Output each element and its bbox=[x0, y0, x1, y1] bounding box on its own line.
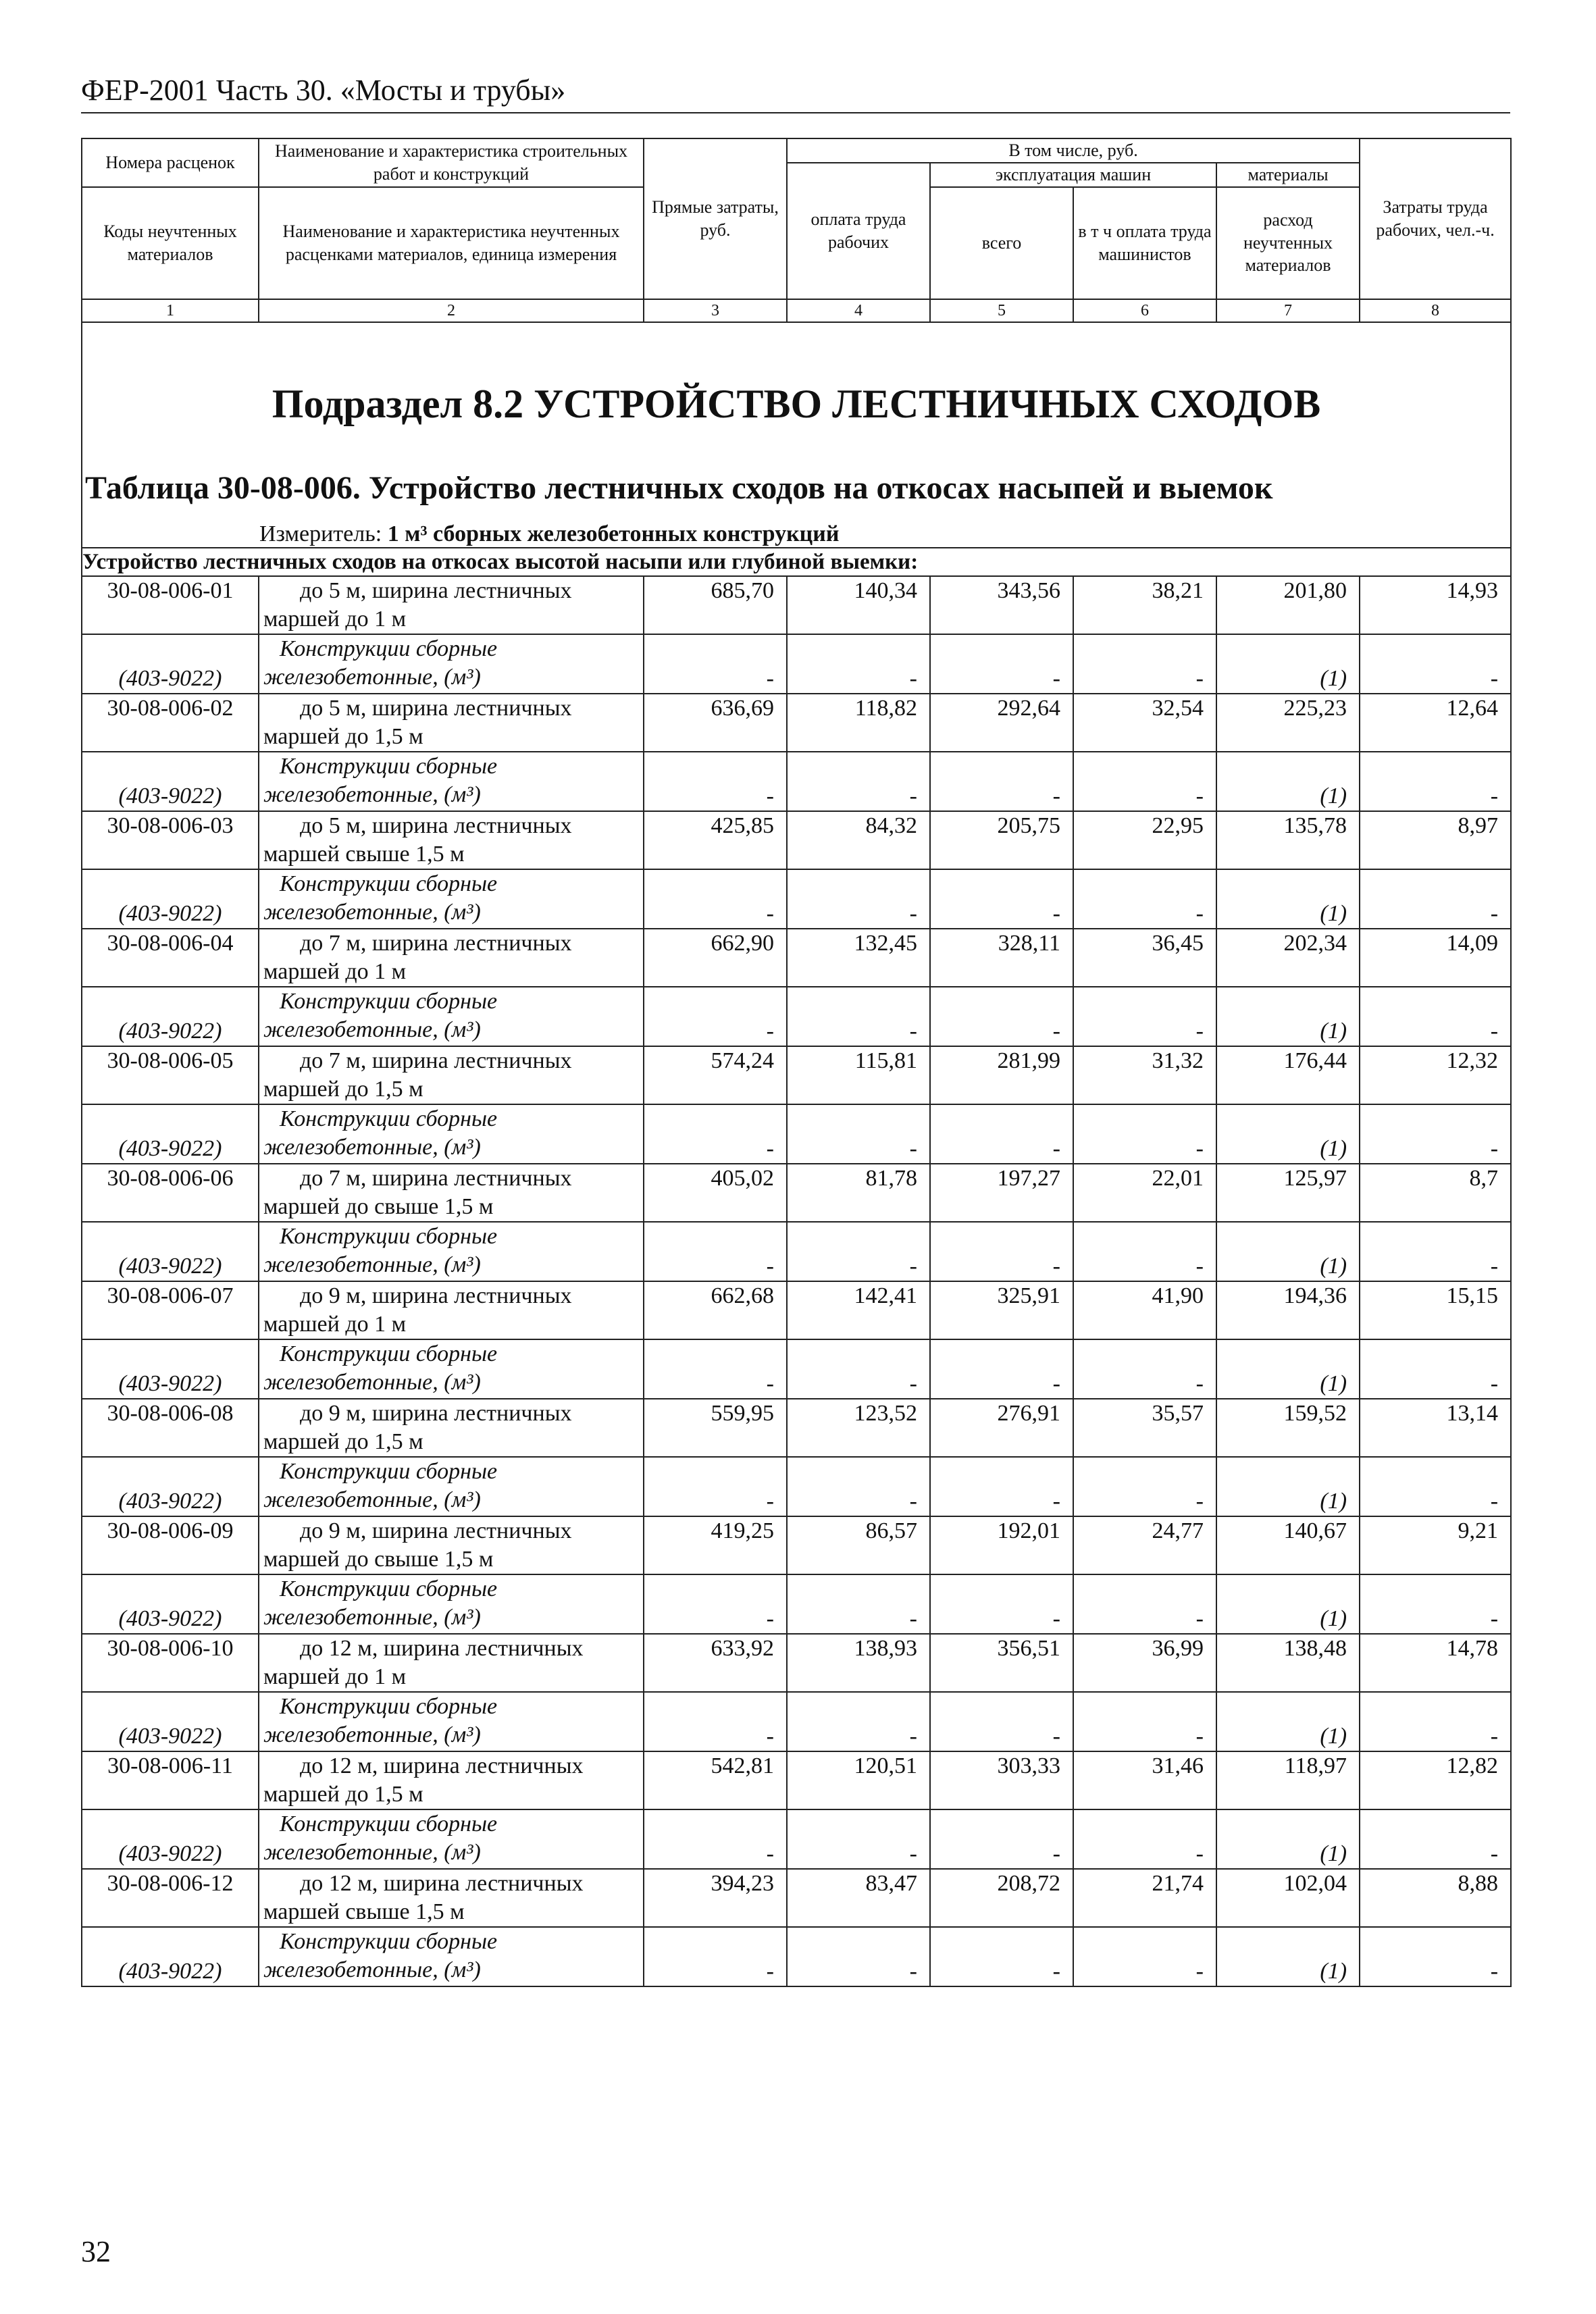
material-row bbox=[82, 987, 1511, 1046]
header-material-codes: Коды неучтенных материалов bbox=[82, 187, 259, 299]
header-work-name: Наименование и характеристика строительных работ и конструкций bbox=[259, 138, 644, 187]
rate-code: 30-08-006-06 bbox=[82, 1164, 259, 1222]
column-number: 8 bbox=[1360, 299, 1511, 322]
rate-code: 30-08-006-01 bbox=[82, 576, 259, 634]
material-description-line: железобетонные, (м³) bbox=[263, 1722, 481, 1747]
direct-costs-value: 662,68 bbox=[644, 1281, 787, 1339]
rate-description bbox=[259, 1634, 644, 1692]
rate-code: 30-08-006-07 bbox=[82, 1281, 259, 1339]
material-row bbox=[82, 1457, 1511, 1516]
material-description-line: Конструкции сборные bbox=[280, 1106, 498, 1131]
materials-value: 125,97 bbox=[1216, 1164, 1360, 1222]
material-machines-total: - bbox=[930, 1104, 1073, 1164]
material-description-line: железобетонные, (м³) bbox=[263, 1134, 481, 1160]
material-code: (403-9022) bbox=[82, 1927, 259, 1986]
material-code: (403-9022) bbox=[82, 1222, 259, 1281]
material-description-line: Конструкции сборные bbox=[280, 1693, 498, 1719]
materials-value: 201,80 bbox=[1216, 576, 1360, 634]
material-row bbox=[82, 1809, 1511, 1869]
materials-value: 202,34 bbox=[1216, 929, 1360, 987]
header-material-name: Наименование и характеристика неучтенных расценками материалов, единица измерения bbox=[259, 187, 644, 299]
rate-row bbox=[82, 1399, 1511, 1457]
worker-pay-value: 84,32 bbox=[787, 811, 930, 869]
worker-pay-value: 132,45 bbox=[787, 929, 930, 987]
material-worker-pay: - bbox=[787, 1574, 930, 1634]
material-machinist-pay: - bbox=[1073, 1927, 1216, 1986]
material-description-line: Конструкции сборные bbox=[280, 1811, 498, 1836]
material-consumption: (1) bbox=[1216, 1339, 1360, 1399]
labor-costs-value: 8,7 bbox=[1360, 1164, 1511, 1222]
measurement-unit-label: Измеритель: bbox=[259, 521, 388, 546]
page-number: 32 bbox=[81, 2235, 111, 2268]
material-description-line: железобетонные, (м³) bbox=[263, 1839, 481, 1865]
worker-pay-value: 118,82 bbox=[787, 694, 930, 752]
material-description bbox=[259, 987, 644, 1046]
rate-row bbox=[82, 1634, 1511, 1692]
labor-costs-value: 12,82 bbox=[1360, 1751, 1511, 1809]
rate-description bbox=[259, 576, 644, 634]
material-machines-total: - bbox=[930, 869, 1073, 929]
rate-code: 30-08-006-10 bbox=[82, 1634, 259, 1692]
material-machinist-pay: - bbox=[1073, 1339, 1216, 1399]
material-direct-costs: - bbox=[644, 1457, 787, 1516]
rate-description-line: маршей свыше 1,5 м bbox=[263, 1899, 465, 1924]
material-machinist-pay: - bbox=[1073, 987, 1216, 1046]
material-description-line: Конструкции сборные bbox=[280, 1458, 498, 1484]
direct-costs-value: 405,02 bbox=[644, 1164, 787, 1222]
material-machines-total: - bbox=[930, 752, 1073, 811]
material-worker-pay: - bbox=[787, 752, 930, 811]
direct-costs-value: 559,95 bbox=[644, 1399, 787, 1457]
machines-total-value: 197,27 bbox=[930, 1164, 1073, 1222]
material-machines-total: - bbox=[930, 1574, 1073, 1634]
rate-row bbox=[82, 1164, 1511, 1222]
material-description-line: железобетонные, (м³) bbox=[263, 781, 481, 807]
material-description-line: Конструкции сборные bbox=[280, 871, 498, 896]
column-number: 2 bbox=[259, 299, 644, 322]
material-consumption: (1) bbox=[1216, 1104, 1360, 1164]
material-description bbox=[259, 1457, 644, 1516]
worker-pay-value: 138,93 bbox=[787, 1634, 930, 1692]
worker-pay-value: 86,57 bbox=[787, 1516, 930, 1574]
labor-costs-value: 8,97 bbox=[1360, 811, 1511, 869]
material-description-line: железобетонные, (м³) bbox=[263, 664, 481, 690]
machinist-pay-value: 21,74 bbox=[1073, 1869, 1216, 1927]
rate-description-line: до 7 м, ширина лестничных bbox=[300, 1165, 572, 1191]
material-worker-pay: - bbox=[787, 1809, 930, 1869]
material-labor-costs: - bbox=[1360, 1574, 1511, 1634]
rate-description-line: до 7 м, ширина лестничных bbox=[300, 930, 572, 956]
direct-costs-value: 394,23 bbox=[644, 1869, 787, 1927]
rate-code: 30-08-006-12 bbox=[82, 1869, 259, 1927]
material-worker-pay: - bbox=[787, 1692, 930, 1751]
material-code: (403-9022) bbox=[82, 1574, 259, 1634]
rate-description-line: до 7 м, ширина лестничных bbox=[300, 1048, 572, 1073]
material-worker-pay: - bbox=[787, 634, 930, 694]
rate-description bbox=[259, 694, 644, 752]
labor-costs-value: 12,32 bbox=[1360, 1046, 1511, 1104]
machinist-pay-value: 22,01 bbox=[1073, 1164, 1216, 1222]
rate-description-line: маршей до 1,5 м bbox=[263, 1076, 423, 1102]
material-description bbox=[259, 1104, 644, 1164]
rate-description-line: до 12 м, ширина лестничных bbox=[300, 1635, 584, 1661]
material-direct-costs: - bbox=[644, 1927, 787, 1986]
machines-total-value: 208,72 bbox=[930, 1869, 1073, 1927]
material-code: (403-9022) bbox=[82, 987, 259, 1046]
materials-value: 176,44 bbox=[1216, 1046, 1360, 1104]
material-machines-total: - bbox=[930, 1457, 1073, 1516]
material-direct-costs: - bbox=[644, 634, 787, 694]
rate-description-line: маршей свыше 1,5 м bbox=[263, 841, 465, 867]
machines-total-value: 343,56 bbox=[930, 576, 1073, 634]
machinist-pay-value: 36,45 bbox=[1073, 929, 1216, 987]
rate-row bbox=[82, 576, 1511, 634]
column-number: 6 bbox=[1073, 299, 1216, 322]
direct-costs-value: 633,92 bbox=[644, 1634, 787, 1692]
material-labor-costs: - bbox=[1360, 1692, 1511, 1751]
rate-description-line: до 9 м, ширина лестничных bbox=[300, 1518, 572, 1543]
material-consumption: (1) bbox=[1216, 1927, 1360, 1986]
material-row bbox=[82, 1574, 1511, 1634]
direct-costs-value: 574,24 bbox=[644, 1046, 787, 1104]
material-description-line: Конструкции сборные bbox=[280, 988, 498, 1014]
rate-code: 30-08-006-05 bbox=[82, 1046, 259, 1104]
rate-row bbox=[82, 1869, 1511, 1927]
material-worker-pay: - bbox=[787, 1457, 930, 1516]
rate-description-line: маршей до 1,5 м bbox=[263, 1781, 423, 1807]
material-description bbox=[259, 1222, 644, 1281]
material-machines-total: - bbox=[930, 1692, 1073, 1751]
rate-description-line: маршей до 1,5 м bbox=[263, 723, 423, 749]
group-title: Устройство лестничных сходов на откосах высотой насыпи или глубиной выемки: bbox=[82, 548, 1511, 576]
material-consumption: (1) bbox=[1216, 1809, 1360, 1869]
material-machines-total: - bbox=[930, 1222, 1073, 1281]
material-labor-costs: - bbox=[1360, 1104, 1511, 1164]
material-direct-costs: - bbox=[644, 752, 787, 811]
material-row bbox=[82, 752, 1511, 811]
material-row bbox=[82, 1692, 1511, 1751]
worker-pay-value: 123,52 bbox=[787, 1399, 930, 1457]
machines-total-value: 325,91 bbox=[930, 1281, 1073, 1339]
direct-costs-value: 636,69 bbox=[644, 694, 787, 752]
machinist-pay-value: 35,57 bbox=[1073, 1399, 1216, 1457]
material-row bbox=[82, 1222, 1511, 1281]
material-machinist-pay: - bbox=[1073, 1457, 1216, 1516]
materials-value: 138,48 bbox=[1216, 1634, 1360, 1692]
rate-code: 30-08-006-09 bbox=[82, 1516, 259, 1574]
column-number: 4 bbox=[787, 299, 930, 322]
material-row bbox=[82, 869, 1511, 929]
machines-total-value: 281,99 bbox=[930, 1046, 1073, 1104]
materials-value: 194,36 bbox=[1216, 1281, 1360, 1339]
rate-description-line: маршей до свыше 1,5 м bbox=[263, 1193, 494, 1219]
worker-pay-value: 115,81 bbox=[787, 1046, 930, 1104]
material-code: (403-9022) bbox=[82, 1692, 259, 1751]
labor-costs-value: 14,93 bbox=[1360, 576, 1511, 634]
material-machines-total: - bbox=[930, 634, 1073, 694]
running-header: ФЕР-2001 Часть 30. «Мосты и трубы» bbox=[81, 74, 566, 107]
material-description-line: Конструкции сборные bbox=[280, 1576, 498, 1601]
material-description bbox=[259, 634, 644, 694]
header-machinist-pay: в т ч оплата труда машинистов bbox=[1073, 187, 1216, 299]
material-worker-pay: - bbox=[787, 1104, 930, 1164]
machinist-pay-value: 22,95 bbox=[1073, 811, 1216, 869]
rate-row bbox=[82, 1046, 1511, 1104]
labor-costs-value: 8,88 bbox=[1360, 1869, 1511, 1927]
material-code: (403-9022) bbox=[82, 1339, 259, 1399]
rate-description bbox=[259, 1046, 644, 1104]
material-description-line: железобетонные, (м³) bbox=[263, 899, 481, 925]
material-direct-costs: - bbox=[644, 1692, 787, 1751]
materials-value: 159,52 bbox=[1216, 1399, 1360, 1457]
section-block bbox=[82, 322, 1511, 548]
material-direct-costs: - bbox=[644, 1809, 787, 1869]
rate-row bbox=[82, 694, 1511, 752]
rate-description bbox=[259, 929, 644, 987]
material-labor-costs: - bbox=[1360, 1222, 1511, 1281]
rate-description-line: маршей до 1 м bbox=[263, 958, 407, 984]
material-direct-costs: - bbox=[644, 987, 787, 1046]
worker-pay-value: 120,51 bbox=[787, 1751, 930, 1809]
labor-costs-value: 13,14 bbox=[1360, 1399, 1511, 1457]
measurement-unit-value: 1 м³ сборных железобетонных конструкций bbox=[387, 521, 840, 546]
machinist-pay-value: 24,77 bbox=[1073, 1516, 1216, 1574]
rate-code: 30-08-006-04 bbox=[82, 929, 259, 987]
material-labor-costs: - bbox=[1360, 1809, 1511, 1869]
machines-total-value: 276,91 bbox=[930, 1399, 1073, 1457]
rate-description-line: до 9 м, ширина лестничных bbox=[300, 1283, 572, 1308]
material-labor-costs: - bbox=[1360, 869, 1511, 929]
direct-costs-value: 542,81 bbox=[644, 1751, 787, 1809]
machines-total-value: 192,01 bbox=[930, 1516, 1073, 1574]
material-consumption: (1) bbox=[1216, 634, 1360, 694]
material-description bbox=[259, 1809, 644, 1869]
material-worker-pay: - bbox=[787, 987, 930, 1046]
material-description-line: железобетонные, (м³) bbox=[263, 1604, 481, 1630]
material-consumption: (1) bbox=[1216, 752, 1360, 811]
material-machinist-pay: - bbox=[1073, 1809, 1216, 1869]
material-row bbox=[82, 634, 1511, 694]
material-machines-total: - bbox=[930, 987, 1073, 1046]
rate-description bbox=[259, 811, 644, 869]
header-rate-numbers: Номера расценок bbox=[82, 138, 259, 187]
material-labor-costs: - bbox=[1360, 987, 1511, 1046]
measurement-unit bbox=[82, 521, 1510, 547]
rate-row bbox=[82, 1281, 1511, 1339]
material-labor-costs: - bbox=[1360, 752, 1511, 811]
material-description-line: железобетонные, (м³) bbox=[263, 1252, 481, 1277]
material-machinist-pay: - bbox=[1073, 634, 1216, 694]
rate-description bbox=[259, 1516, 644, 1574]
direct-costs-value: 419,25 bbox=[644, 1516, 787, 1574]
material-description-line: Конструкции сборные bbox=[280, 636, 498, 661]
material-labor-costs: - bbox=[1360, 1927, 1511, 1986]
rate-code: 30-08-006-02 bbox=[82, 694, 259, 752]
material-description bbox=[259, 1927, 644, 1986]
column-number: 1 bbox=[82, 299, 259, 322]
rate-description-line: до 5 м, ширина лестничных bbox=[300, 695, 572, 721]
materials-value: 102,04 bbox=[1216, 1869, 1360, 1927]
material-description-line: железобетонные, (м³) bbox=[263, 1369, 481, 1395]
rate-row bbox=[82, 1751, 1511, 1809]
material-description bbox=[259, 869, 644, 929]
material-machinist-pay: - bbox=[1073, 1222, 1216, 1281]
rate-description bbox=[259, 1164, 644, 1222]
material-code: (403-9022) bbox=[82, 1104, 259, 1164]
rate-description bbox=[259, 1751, 644, 1809]
norms-table bbox=[81, 138, 1512, 1987]
material-description bbox=[259, 752, 644, 811]
material-direct-costs: - bbox=[644, 1104, 787, 1164]
header-labor-costs: Затраты труда рабочих, чел.-ч. bbox=[1360, 138, 1511, 299]
column-number: 3 bbox=[644, 299, 787, 322]
material-description-line: железобетонные, (м³) bbox=[263, 1017, 481, 1042]
rate-description-line: маршей до 1 м bbox=[263, 1311, 407, 1337]
material-code: (403-9022) bbox=[82, 752, 259, 811]
material-consumption: (1) bbox=[1216, 987, 1360, 1046]
material-description-line: Конструкции сборные bbox=[280, 1928, 498, 1954]
rate-description bbox=[259, 1281, 644, 1339]
direct-costs-value: 662,90 bbox=[644, 929, 787, 987]
material-consumption: (1) bbox=[1216, 1222, 1360, 1281]
rate-description-line: до 9 м, ширина лестничных bbox=[300, 1400, 572, 1426]
material-labor-costs: - bbox=[1360, 1339, 1511, 1399]
machines-total-value: 356,51 bbox=[930, 1634, 1073, 1692]
rate-description-line: до 5 м, ширина лестничных bbox=[300, 577, 572, 603]
table-title: Таблица 30-08-006. Устройство лестничных сходов на откосах насыпей и выемок bbox=[85, 469, 1273, 506]
material-consumption: (1) bbox=[1216, 1574, 1360, 1634]
materials-value: 118,97 bbox=[1216, 1751, 1360, 1809]
material-code: (403-9022) bbox=[82, 634, 259, 694]
material-machinist-pay: - bbox=[1073, 752, 1216, 811]
rate-description-line: маршей до 1,5 м bbox=[263, 1429, 423, 1454]
header-machines-total: всего bbox=[930, 187, 1073, 299]
material-code: (403-9022) bbox=[82, 869, 259, 929]
header-material-consumption: расход неучтенных материалов bbox=[1216, 187, 1360, 299]
material-direct-costs: - bbox=[644, 1339, 787, 1399]
rate-description-line: маршей до 1 м bbox=[263, 606, 407, 632]
rate-row bbox=[82, 929, 1511, 987]
labor-costs-value: 14,78 bbox=[1360, 1634, 1511, 1692]
machinist-pay-value: 31,32 bbox=[1073, 1046, 1216, 1104]
rate-description bbox=[259, 1399, 644, 1457]
material-description-line: железобетонные, (м³) bbox=[263, 1487, 481, 1512]
machines-total-value: 303,33 bbox=[930, 1751, 1073, 1809]
labor-costs-value: 15,15 bbox=[1360, 1281, 1511, 1339]
direct-costs-value: 685,70 bbox=[644, 576, 787, 634]
material-description-line: Конструкции сборные bbox=[280, 1341, 498, 1366]
machinist-pay-value: 31,46 bbox=[1073, 1751, 1216, 1809]
worker-pay-value: 83,47 bbox=[787, 1869, 930, 1927]
header-worker-pay: оплата труда рабочих bbox=[787, 163, 930, 299]
section-title: Подраздел 8.2 УСТРОЙСТВО ЛЕСТНИЧНЫХ СХОДОВ bbox=[272, 381, 1321, 426]
material-direct-costs: - bbox=[644, 1222, 787, 1281]
machinist-pay-value: 41,90 bbox=[1073, 1281, 1216, 1339]
labor-costs-value: 12,64 bbox=[1360, 694, 1511, 752]
materials-value: 140,67 bbox=[1216, 1516, 1360, 1574]
material-code: (403-9022) bbox=[82, 1809, 259, 1869]
material-worker-pay: - bbox=[787, 869, 930, 929]
material-consumption: (1) bbox=[1216, 869, 1360, 929]
material-description bbox=[259, 1339, 644, 1399]
material-direct-costs: - bbox=[644, 869, 787, 929]
material-machinist-pay: - bbox=[1073, 1104, 1216, 1164]
column-number: 7 bbox=[1216, 299, 1360, 322]
material-machines-total: - bbox=[930, 1339, 1073, 1399]
material-description-line: железобетонные, (м³) bbox=[263, 1957, 481, 1982]
rate-code: 30-08-006-03 bbox=[82, 811, 259, 869]
material-description bbox=[259, 1692, 644, 1751]
material-row bbox=[82, 1104, 1511, 1164]
rate-description bbox=[259, 1869, 644, 1927]
material-description-line: Конструкции сборные bbox=[280, 753, 498, 779]
material-consumption: (1) bbox=[1216, 1692, 1360, 1751]
material-labor-costs: - bbox=[1360, 634, 1511, 694]
material-description bbox=[259, 1574, 644, 1634]
material-machinist-pay: - bbox=[1073, 1574, 1216, 1634]
rate-description-line: маршей до свыше 1,5 м bbox=[263, 1546, 494, 1572]
header-rule bbox=[81, 112, 1510, 113]
material-row bbox=[82, 1927, 1511, 1986]
machines-total-value: 205,75 bbox=[930, 811, 1073, 869]
material-machines-total: - bbox=[930, 1927, 1073, 1986]
rate-code: 30-08-006-08 bbox=[82, 1399, 259, 1457]
material-row bbox=[82, 1339, 1511, 1399]
machines-total-value: 328,11 bbox=[930, 929, 1073, 987]
rate-description-line: до 12 м, ширина лестничных bbox=[300, 1753, 584, 1778]
header-materials: материалы bbox=[1216, 163, 1360, 187]
machinist-pay-value: 38,21 bbox=[1073, 576, 1216, 634]
labor-costs-value: 14,09 bbox=[1360, 929, 1511, 987]
rate-description-line: маршей до 1 м bbox=[263, 1664, 407, 1689]
material-worker-pay: - bbox=[787, 1339, 930, 1399]
material-consumption: (1) bbox=[1216, 1457, 1360, 1516]
header-including: В том числе, руб. bbox=[787, 138, 1360, 163]
worker-pay-value: 140,34 bbox=[787, 576, 930, 634]
rate-description-line: до 5 м, ширина лестничных bbox=[300, 813, 572, 838]
material-worker-pay: - bbox=[787, 1222, 930, 1281]
material-machinist-pay: - bbox=[1073, 1692, 1216, 1751]
material-code: (403-9022) bbox=[82, 1457, 259, 1516]
rate-row bbox=[82, 811, 1511, 869]
materials-value: 135,78 bbox=[1216, 811, 1360, 869]
material-machines-total: - bbox=[930, 1809, 1073, 1869]
column-number: 5 bbox=[930, 299, 1073, 322]
worker-pay-value: 81,78 bbox=[787, 1164, 930, 1222]
material-description-line: Конструкции сборные bbox=[280, 1223, 498, 1249]
machines-total-value: 292,64 bbox=[930, 694, 1073, 752]
rate-code: 30-08-006-11 bbox=[82, 1751, 259, 1809]
materials-value: 225,23 bbox=[1216, 694, 1360, 752]
material-labor-costs: - bbox=[1360, 1457, 1511, 1516]
machinist-pay-value: 32,54 bbox=[1073, 694, 1216, 752]
labor-costs-value: 9,21 bbox=[1360, 1516, 1511, 1574]
machinist-pay-value: 36,99 bbox=[1073, 1634, 1216, 1692]
rate-description-line: до 12 м, ширина лестничных bbox=[300, 1870, 584, 1896]
material-machinist-pay: - bbox=[1073, 869, 1216, 929]
worker-pay-value: 142,41 bbox=[787, 1281, 930, 1339]
direct-costs-value: 425,85 bbox=[644, 811, 787, 869]
material-worker-pay: - bbox=[787, 1927, 930, 1986]
material-direct-costs: - bbox=[644, 1574, 787, 1634]
header-direct-costs: Прямые затраты, руб. bbox=[644, 138, 787, 299]
rate-row bbox=[82, 1516, 1511, 1574]
header-machine-ops: эксплуатация машин bbox=[930, 163, 1216, 187]
